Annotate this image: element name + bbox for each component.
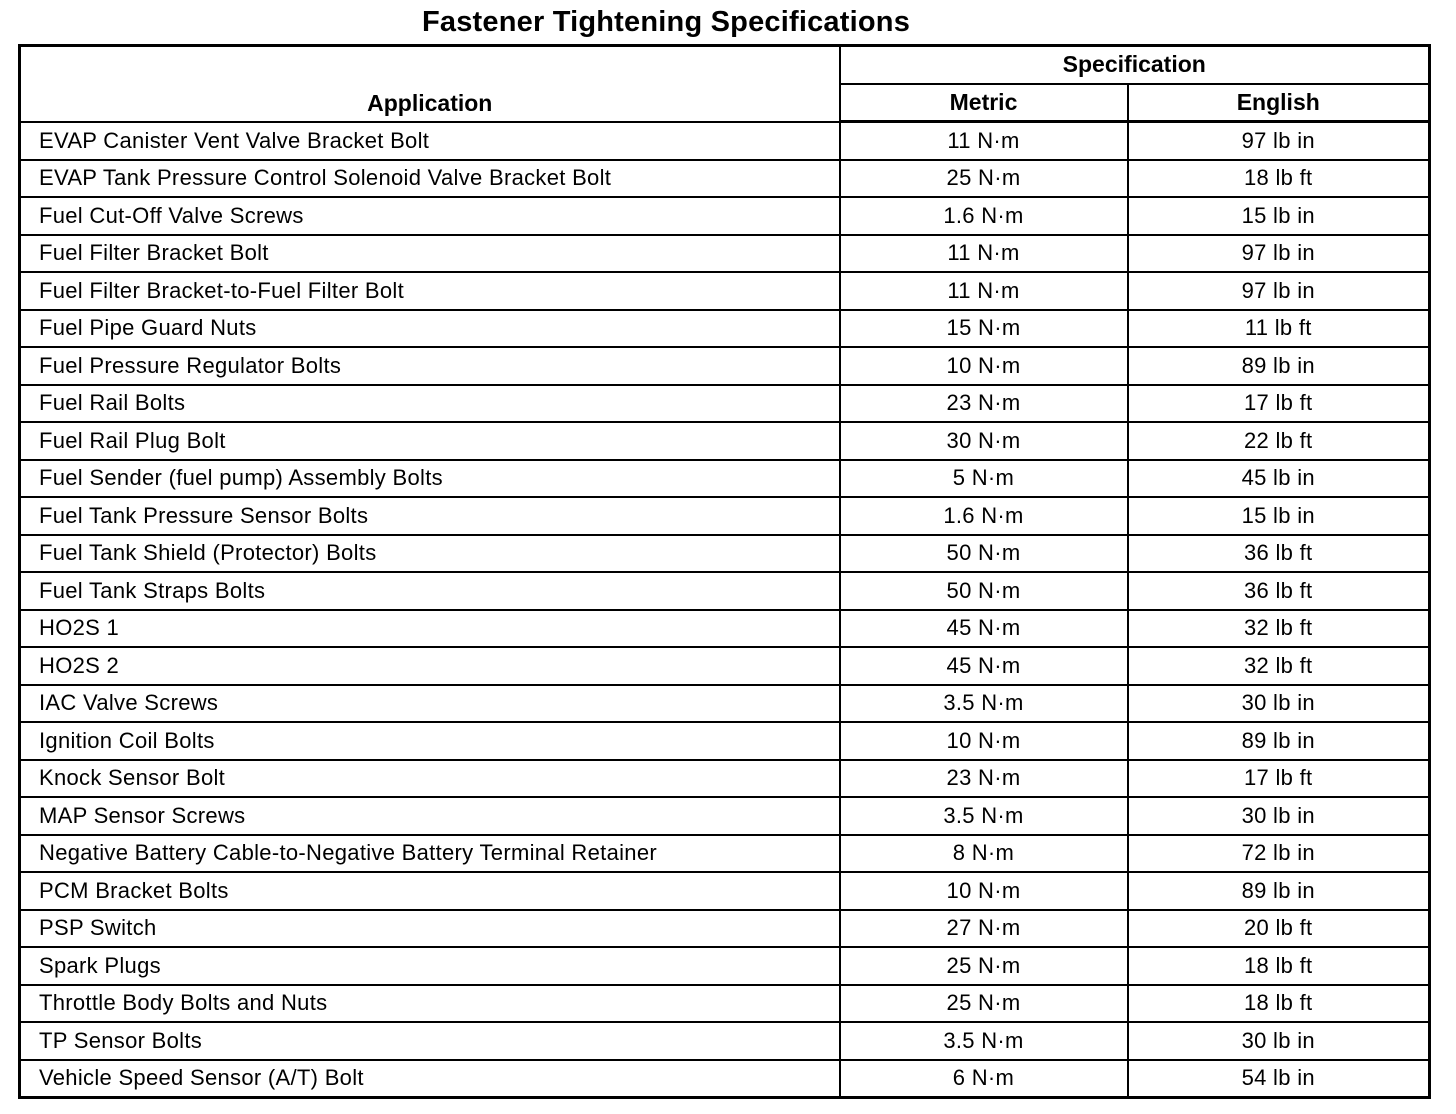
table-row	[20, 872, 1430, 910]
metric-cell: 15 N·m	[840, 310, 1128, 348]
english-cell: 22 lb ft	[1128, 422, 1430, 460]
application-cell: Fuel Filter Bracket-to-Fuel Filter Bolt	[20, 272, 840, 310]
table-row	[20, 760, 1430, 798]
metric-cell: 25 N·m	[840, 985, 1128, 1023]
application-cell: MAP Sensor Screws	[20, 797, 840, 835]
table-row	[20, 535, 1430, 573]
application-cell: HO2S 1	[20, 610, 840, 648]
application-cell: Fuel Tank Pressure Sensor Bolts	[20, 497, 840, 535]
column-header-metric: Metric	[840, 84, 1128, 122]
metric-cell: 3.5 N·m	[840, 1022, 1128, 1060]
table-row	[20, 272, 1430, 310]
application-cell: PSP Switch	[20, 910, 840, 948]
table-row	[20, 197, 1430, 235]
table-row	[20, 310, 1430, 348]
metric-cell: 10 N·m	[840, 347, 1128, 385]
english-cell: 15 lb in	[1128, 497, 1430, 535]
table-row	[20, 122, 1430, 160]
application-cell: Ignition Coil Bolts	[20, 722, 840, 760]
english-cell: 17 lb ft	[1128, 385, 1430, 423]
metric-cell: 11 N·m	[840, 122, 1128, 160]
application-cell: Fuel Tank Shield (Protector) Bolts	[20, 535, 840, 573]
application-cell: Fuel Tank Straps Bolts	[20, 572, 840, 610]
table-row	[20, 347, 1430, 385]
english-cell: 89 lb in	[1128, 347, 1430, 385]
application-cell: Throttle Body Bolts and Nuts	[20, 985, 840, 1023]
application-cell: Fuel Rail Plug Bolt	[20, 422, 840, 460]
table-row	[20, 497, 1430, 535]
english-cell: 89 lb in	[1128, 722, 1430, 760]
table-row	[20, 422, 1430, 460]
metric-cell: 3.5 N·m	[840, 685, 1128, 723]
english-cell: 36 lb ft	[1128, 572, 1430, 610]
application-cell: Fuel Sender (fuel pump) Assembly Bolts	[20, 460, 840, 498]
page-title: Fastener Tightening Specifications	[421, 6, 911, 38]
table-row	[20, 385, 1430, 423]
application-cell: Fuel Pipe Guard Nuts	[20, 310, 840, 348]
metric-cell: 10 N·m	[840, 722, 1128, 760]
table-header	[20, 46, 1430, 122]
english-cell: 30 lb in	[1128, 1022, 1430, 1060]
table-row	[20, 685, 1430, 723]
english-cell: 89 lb in	[1128, 872, 1430, 910]
application-cell: Vehicle Speed Sensor (A/T) Bolt	[20, 1060, 840, 1098]
table-row	[20, 947, 1430, 985]
table-row	[20, 572, 1430, 610]
application-cell: Spark Plugs	[20, 947, 840, 985]
table-row	[20, 160, 1430, 198]
english-cell: 45 lb in	[1128, 460, 1430, 498]
english-cell: 32 lb ft	[1128, 610, 1430, 648]
table-row	[20, 1060, 1430, 1098]
english-cell: 17 lb ft	[1128, 760, 1430, 798]
column-header-specification: Specification	[840, 46, 1430, 84]
metric-cell: 50 N·m	[840, 535, 1128, 573]
metric-cell: 45 N·m	[840, 610, 1128, 648]
metric-cell: 27 N·m	[840, 910, 1128, 948]
application-cell: HO2S 2	[20, 647, 840, 685]
metric-cell: 6 N·m	[840, 1060, 1128, 1098]
table-row	[20, 1022, 1430, 1060]
table-row	[20, 985, 1430, 1023]
english-cell: 97 lb in	[1128, 122, 1430, 160]
application-cell: EVAP Tank Pressure Control Solenoid Valve Bracket Bolt	[20, 160, 840, 198]
table-row	[20, 647, 1430, 685]
english-cell: 32 lb ft	[1128, 647, 1430, 685]
metric-cell: 11 N·m	[840, 235, 1128, 273]
english-cell: 97 lb in	[1128, 272, 1430, 310]
table-row	[20, 610, 1430, 648]
metric-cell: 25 N·m	[840, 947, 1128, 985]
english-cell: 97 lb in	[1128, 235, 1430, 273]
english-cell: 11 lb ft	[1128, 310, 1430, 348]
metric-cell: 50 N·m	[840, 572, 1128, 610]
english-cell: 30 lb in	[1128, 797, 1430, 835]
metric-cell: 30 N·m	[840, 422, 1128, 460]
english-cell: 72 lb in	[1128, 835, 1430, 873]
english-cell: 30 lb in	[1128, 685, 1430, 723]
application-cell: Fuel Rail Bolts	[20, 385, 840, 423]
table-row	[20, 235, 1430, 273]
english-cell: 36 lb ft	[1128, 535, 1430, 573]
fastener-spec-table	[18, 44, 1431, 1099]
application-cell: Negative Battery Cable-to-Negative Battery Terminal Retainer	[20, 835, 840, 873]
table-body	[20, 122, 1430, 1098]
table-row	[20, 835, 1430, 873]
english-cell: 18 lb ft	[1128, 947, 1430, 985]
metric-cell: 25 N·m	[840, 160, 1128, 198]
metric-cell: 5 N·m	[840, 460, 1128, 498]
metric-cell: 1.6 N·m	[840, 197, 1128, 235]
table-row	[20, 797, 1430, 835]
metric-cell: 45 N·m	[840, 647, 1128, 685]
english-cell: 18 lb ft	[1128, 160, 1430, 198]
application-cell: TP Sensor Bolts	[20, 1022, 840, 1060]
application-cell: EVAP Canister Vent Valve Bracket Bolt	[20, 122, 840, 160]
metric-cell: 8 N·m	[840, 835, 1128, 873]
metric-cell: 23 N·m	[840, 760, 1128, 798]
table-row	[20, 910, 1430, 948]
column-header-application: Application	[20, 46, 840, 122]
english-cell: 18 lb ft	[1128, 985, 1430, 1023]
metric-cell: 10 N·m	[840, 872, 1128, 910]
english-cell: 54 lb in	[1128, 1060, 1430, 1098]
english-cell: 15 lb in	[1128, 197, 1430, 235]
table-row	[20, 722, 1430, 760]
application-cell: Fuel Cut-Off Valve Screws	[20, 197, 840, 235]
application-cell: Fuel Filter Bracket Bolt	[20, 235, 840, 273]
metric-cell: 1.6 N·m	[840, 497, 1128, 535]
application-cell: IAC Valve Screws	[20, 685, 840, 723]
english-cell: 20 lb ft	[1128, 910, 1430, 948]
application-cell: Fuel Pressure Regulator Bolts	[20, 347, 840, 385]
metric-cell: 11 N·m	[840, 272, 1128, 310]
column-header-english: English	[1128, 84, 1430, 122]
application-cell: PCM Bracket Bolts	[20, 872, 840, 910]
application-cell: Knock Sensor Bolt	[20, 760, 840, 798]
table-row	[20, 460, 1430, 498]
metric-cell: 3.5 N·m	[840, 797, 1128, 835]
metric-cell: 23 N·m	[840, 385, 1128, 423]
